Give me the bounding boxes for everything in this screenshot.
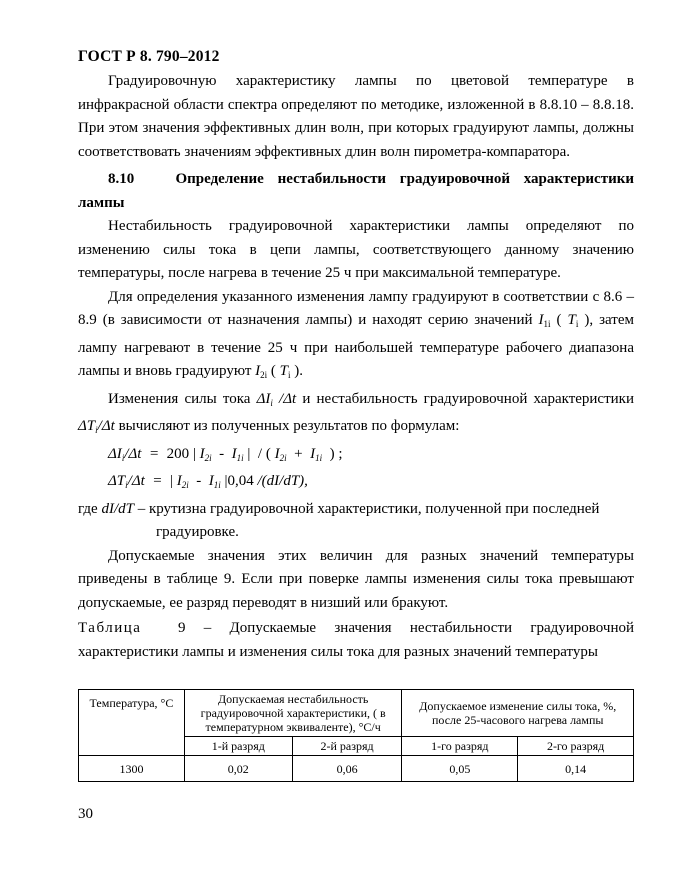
paragraph-4: Изменения силы тока $\Delta I_i$ /Δt и нестабильность градуировочной характеристики $\Delta T_i/\Delta t$ вычисляют из полученных результатов по формулам: (78, 390, 634, 435)
section-heading (78, 168, 634, 192)
formula-2-tail: /(dI/dT), (257, 473, 308, 489)
symbol-didt: dI/dT (101, 500, 134, 517)
symbol-delta-t: ΔT (78, 418, 96, 434)
symbol-sub-i-2: i (288, 370, 291, 380)
table-caption (78, 617, 634, 664)
paragraph-4-text-c: вычисляют из полученных результатов по формулам: (118, 418, 460, 434)
section-number: 8.10 (108, 171, 135, 187)
table-header-row (79, 690, 634, 737)
subheader-4: 2-го разряд (518, 737, 634, 756)
section-heading-continued: лампы (78, 194, 125, 211)
cell-v4: 0,14 (518, 756, 634, 782)
symbol-ti-2: T (279, 363, 288, 379)
paragraph-4-text-b: и нестабильность градуировочной характеристики (302, 390, 634, 407)
paragraph-5: Допускаемые значения этих величин для разных значений температуры приведены в таблице 9. Если при поверке лампы изменения силы тока превышают допускаемые, ее разряд переводят в низший или бракуют. (78, 547, 634, 611)
table-caption-label: Таблица (78, 620, 142, 636)
header-current-change: Допускаемое изменение силы тока, %, после 25-часового нагрева лампы (402, 690, 634, 737)
subheader-2: 2-й разряд (292, 737, 402, 756)
formula-1: $\Delta I_i/\Delta t = 200$ | $I_{2i} - I_{1i}$ | / ( $I_{2i} + I_{1i}$ ) ; (108, 445, 343, 463)
paragraph-2: Нестабильность градуировочной характеристики лампы определяют по изменению силы тока в цепи лампы, соответствующего данному значению температуры, после нагрева в течение 25 ч при максимальной температуре. (78, 218, 634, 281)
symbol-sub-1i: 1i (543, 319, 551, 329)
symbol-i2i: I (255, 363, 261, 379)
where-text: – крутизна градуировочной характеристики, полученной при последней (137, 500, 600, 517)
symbol-slash-dt-2: /Δt (97, 418, 115, 434)
section-title: Определение нестабильности градуировочной характеристики (175, 171, 635, 187)
header-instability: Допускаемая нестабильность градуировочной характеристики, ( в температурном эквиваленте), °С/ч (184, 690, 402, 737)
table-caption-text: 9 – Допускаемые значения нестабильности градуировочной характеристики лампы и изменения силы тока для разных значений температуры (78, 620, 634, 660)
page-number: 30 (78, 806, 93, 822)
paragraph-1: Градуировочную характеристику лампы по цветовой температуре в инфракрасной области спектра определяют по методике, изложенной в 8.8.10 – 8.8.18. При этом значения эффективных длин волн, при которых градуируют лампы, должны соответствовать значениям эффективных длин волн пирометра-компаратора. (78, 73, 634, 160)
where-clause (78, 498, 634, 522)
tolerance-table (78, 689, 634, 782)
symbol-delta-i: ΔI (256, 390, 271, 407)
cell-v3: 0,05 (402, 756, 518, 782)
paragraph-3-text-a: Для определения указанного изменения лампу градуируют в соответствии с 8.6 – 8.9 (в зависимости от назначения лампы) и находят серию значений (78, 288, 634, 328)
formula-2: $\Delta T_i/\Delta t$ = | $I_{2i} - I_{1i}$ |0,04 /(dI/dT), (108, 473, 308, 490)
symbol-i1i: I (538, 312, 544, 328)
symbol-sub-i: i (575, 319, 579, 329)
formula-1-coef: 200 (166, 445, 190, 462)
paragraph-3: Для определения указанного изменения лампу градуируют в соответствии с 8.6 – 8.9 (в зависимости от назначения лампы) и находят серию значений $I_{1i}$ ( $T_i$ ), затем лампу нагревают в течение 25 ч при наибольшей температуре рабочего диапазона лампы и вновь градуируют $I_{2i}$ ( $T_i$ ). (78, 288, 635, 380)
paragraph-4-text-a: Изменения силы тока (108, 390, 251, 407)
formula-2-coef: 0,04 (227, 473, 254, 489)
symbol-slash-dt: /Δt (279, 390, 297, 407)
cell-temp: 1300 (79, 756, 185, 782)
document-body (78, 70, 634, 664)
subheader-3: 1-го разряд (402, 737, 518, 756)
document-header: ГОСТ Р 8. 790–2012 (78, 48, 220, 65)
header-temperature: Температура, °С (79, 690, 185, 756)
cell-v2: 0,06 (292, 756, 402, 782)
table-row (79, 756, 634, 782)
subheader-1: 1-й разряд (184, 737, 292, 756)
where-clause-continued: градуировке. (156, 524, 239, 540)
symbol-ti: T (567, 312, 576, 328)
symbol-sub-2i: 2i (260, 370, 268, 380)
paragraph-3-text-b: затем лампу нагревают в течение 25 ч при наибольшей температуре рабочего диапазона лампы и вновь градуируют (78, 312, 635, 379)
cell-v1: 0,02 (184, 756, 292, 782)
where-label: где (78, 500, 98, 517)
